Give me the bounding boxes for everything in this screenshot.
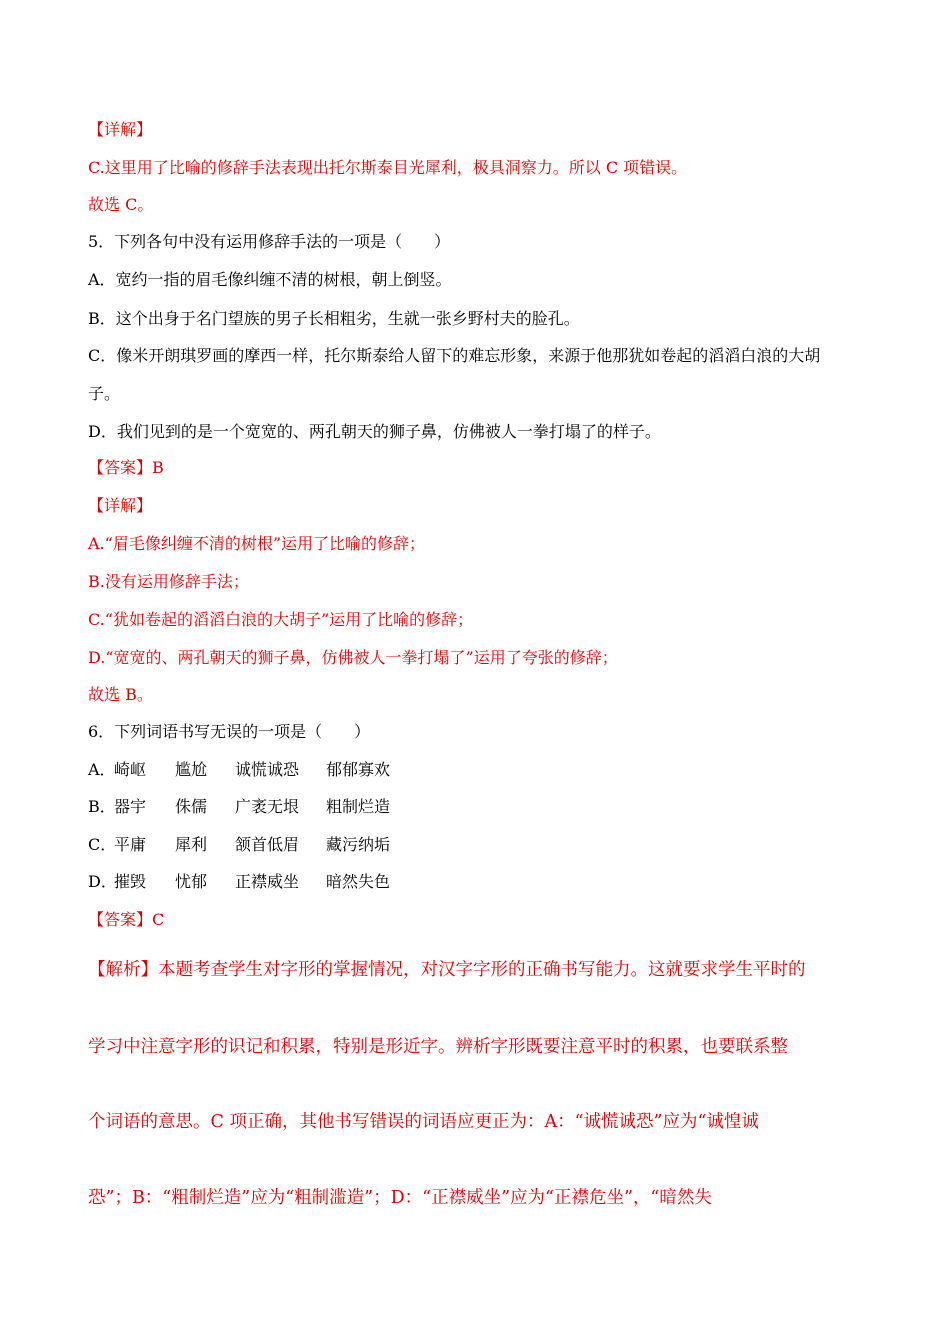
q5-option-c-line1: C．像米开朗琪罗画的摩西一样，托尔斯泰给人留下的难忘形象，来源于他那犹如卷起的滔滔白浪的大胡 bbox=[88, 346, 821, 365]
q5-option-a: A．宽约一指的眉毛像纠缠不清的树根，朝上倒竖。 bbox=[88, 270, 452, 289]
q6-option-d bbox=[88, 872, 390, 892]
q6-stem: 6．下列词语书写无误的一项是（ ） bbox=[88, 722, 371, 741]
option-word: 颔首低眉 bbox=[235, 835, 300, 854]
option-word: 侏儒 bbox=[175, 797, 208, 816]
q5-detail-label: 【详解】 bbox=[88, 496, 153, 515]
option-word: 暗然失色 bbox=[326, 872, 391, 891]
q6-answer: 【答案】C bbox=[88, 910, 165, 929]
q6-option-b bbox=[88, 797, 390, 817]
option-word: 粗制烂造 bbox=[326, 797, 391, 816]
q6-analysis-line-2: 学习中注意字形的识记和积累，特别是形近字。辨析字形既要注意平时的积累，也要联系整 bbox=[88, 1037, 788, 1057]
q5-option-c-line2: 子。 bbox=[88, 384, 121, 403]
q5-option-b: B．这个出身于名门望族的男子长相粗劣，生就一张乡野村夫的脸孔。 bbox=[88, 309, 580, 328]
q5-option-d: D．我们见到的是一个宽宽的、两孔朝天的狮子鼻，仿佛被人一拳打塌了的样子。 bbox=[88, 422, 661, 441]
q5-detail-a: A.“眉毛像纠缠不清的树根”运用了比喻的修辞； bbox=[88, 534, 426, 553]
block1-detail-label: 【详解】 bbox=[88, 120, 153, 139]
option-word: 忧郁 bbox=[175, 872, 208, 891]
q5-detail-b: B.没有运用修辞手法； bbox=[88, 572, 249, 591]
q6-option-a bbox=[88, 760, 390, 780]
option-word: 器宇 bbox=[114, 797, 147, 816]
option-word: 广袤无垠 bbox=[235, 797, 300, 816]
q5-choice: 故选 B。 bbox=[88, 685, 153, 704]
option-letter: C． bbox=[88, 835, 117, 854]
option-word: 尴尬 bbox=[175, 760, 208, 779]
q6-option-c bbox=[88, 835, 390, 855]
option-word: 郁郁寡欢 bbox=[326, 760, 391, 779]
option-word: 正襟威坐 bbox=[235, 872, 300, 891]
q5-detail-d: D.“宽宽的、两孔朝天的狮子鼻，仿佛被人一拳打塌了”运用了夸张的修辞； bbox=[88, 648, 618, 667]
option-letter: D． bbox=[88, 872, 117, 891]
option-word: 平庸 bbox=[114, 835, 147, 854]
option-word: 藏污纳垢 bbox=[326, 835, 391, 854]
q6-analysis-line-3: 个词语的意思。C 项正确，其他书写错误的词语应更正为：A：“诚慌诚恐”应为“诚惶诚 bbox=[88, 1112, 759, 1132]
block1-choice: 故选 C。 bbox=[88, 195, 154, 214]
option-word: 崎岖 bbox=[114, 760, 147, 779]
option-letter: A． bbox=[88, 760, 116, 779]
q6-analysis-line-4: 恐”；B：“粗制烂造”应为“粗制滥造”；D：“正襟威坐”应为“正襟危坐”，“暗然失 bbox=[88, 1188, 712, 1208]
option-word: 诚慌诚恐 bbox=[235, 760, 300, 779]
block1-detail-c: C.这里用了比喻的修辞手法表现出托尔斯泰目光犀利，极具洞察力。所以 C 项错误。 bbox=[88, 158, 688, 177]
q5-answer: 【答案】B bbox=[88, 458, 164, 477]
option-word: 摧毁 bbox=[114, 872, 147, 891]
option-letter: B． bbox=[88, 797, 116, 816]
q6-analysis-line-1: 【解析】本题考查学生对字形的掌握情况，对汉字字形的正确书写能力。这就要求学生平时的 bbox=[88, 960, 806, 980]
option-word: 犀利 bbox=[175, 835, 208, 854]
q5-detail-c: C.“犹如卷起的滔滔白浪的大胡子”运用了比喻的修辞； bbox=[88, 610, 474, 629]
q5-stem: 5．下列各句中没有运用修辞手法的一项是（ ） bbox=[88, 232, 451, 251]
